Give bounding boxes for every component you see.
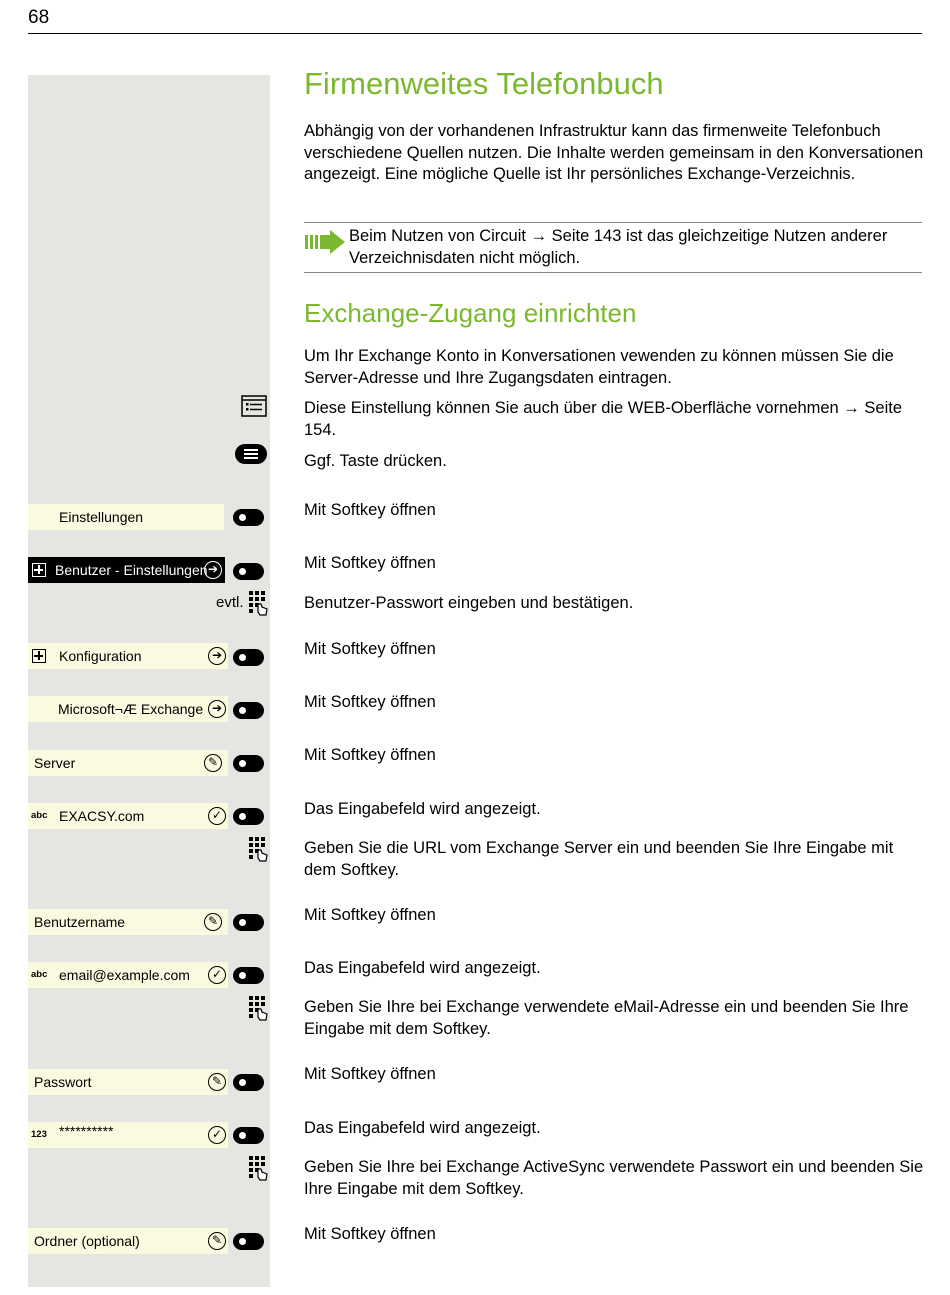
keypad-icon — [248, 590, 268, 616]
step-4: Mit Softkey öffnen — [304, 640, 436, 658]
field-label: Ordner (optional) — [34, 1233, 140, 1249]
input-mode-label: 123 — [31, 1129, 47, 1140]
intro-paragraph: Abhängig von der vorhandenen Infrastruktur kann das firmenweite Telefonbuch verschiedene Quellen nutzen. Die Inhalte werden gemeinsam in den Konversationen angezeigt. Eine mögliche Quelle ist Ihr persönliches Exchange-Verzeichnis. — [304, 122, 924, 183]
field-value: EXACSY.com — [59, 808, 145, 824]
keypad-icon — [248, 836, 268, 862]
web-note: Diese Einstellung können Sie auch über die WEB-Oberfläche vornehmen → Seite 154. — [304, 399, 902, 439]
step-14: Geben Sie Ihre bei Exchange ActiveSync verwendete Passwort ein und beenden Sie Ihre Eingabe mit dem Softkey. — [304, 1158, 924, 1198]
note-text: Beim Nutzen von Circuit → Seite 143 ist das gleichzeitige Nutzen anderer Verzeichnisdaten nicht möglich. — [349, 227, 888, 267]
page-number: 68 — [28, 7, 50, 28]
note-rule-bottom — [304, 272, 922, 273]
step-3: Benutzer-Passwort eingeben und bestätigen. — [304, 594, 634, 612]
arrow-right-icon: ➔ — [204, 561, 222, 579]
arrow-right-icon: ➔ — [208, 647, 226, 665]
check-icon: ✓ — [208, 1126, 226, 1144]
softkey-icon[interactable] — [233, 755, 264, 772]
field-benutzername[interactable] — [28, 909, 228, 935]
keypad-icon — [248, 995, 268, 1021]
step-6: Mit Softkey öffnen — [304, 746, 436, 764]
field-server[interactable] — [28, 750, 228, 776]
softkey-icon[interactable] — [233, 702, 264, 719]
note-rule-top — [304, 222, 922, 223]
optional-label: evtl. — [216, 594, 244, 611]
field-passwort[interactable] — [28, 1069, 228, 1095]
sidebar — [28, 75, 270, 1287]
field-value: ********** — [59, 1123, 114, 1139]
step-10: Das Eingabefeld wird angezeigt. — [304, 959, 541, 977]
step-11: Geben Sie Ihre bei Exchange verwendete eMail-Adresse ein und beenden Sie Ihre Eingabe mit dem Softkey. — [304, 998, 909, 1038]
input-mode-label: abc — [31, 969, 48, 980]
menu-key-icon — [235, 444, 267, 464]
field-user-value[interactable] — [28, 962, 228, 988]
field-password-value[interactable] — [28, 1122, 228, 1148]
field-label: Einstellungen — [59, 509, 144, 525]
field-label: Benutzer - Einstellungen — [55, 562, 208, 578]
web-settings-icon — [241, 395, 267, 417]
key-note: Ggf. Taste drücken. — [304, 452, 447, 470]
step-9: Mit Softkey öffnen — [304, 906, 436, 924]
note-arrow-icon — [304, 229, 346, 255]
field-label: Konfiguration — [59, 648, 142, 664]
pencil-icon: ✎ — [208, 1073, 226, 1091]
softkey-icon[interactable] — [233, 914, 264, 931]
softkey-icon[interactable] — [233, 509, 264, 526]
softkey-icon[interactable] — [233, 1233, 264, 1250]
section-title-telefonbuch: Firmenweites Telefonbuch — [304, 66, 664, 101]
softkey-icon[interactable] — [233, 563, 264, 580]
field-ordner[interactable] — [28, 1228, 228, 1254]
keypad-icon — [248, 1155, 268, 1181]
pencil-icon: ✎ — [204, 913, 222, 931]
field-label: Microsoft¬Æ Exchange — [58, 701, 204, 717]
softkey-icon[interactable] — [233, 649, 264, 666]
step-13: Das Eingabefeld wird angezeigt. — [304, 1119, 541, 1137]
step-8: Geben Sie die URL vom Exchange Server ein und beenden Sie Ihre Eingabe mit dem Softkey. — [304, 839, 894, 879]
field-label: Benutzername — [34, 914, 126, 930]
field-value: email@example.com — [59, 967, 190, 983]
input-mode-label: abc — [31, 810, 48, 821]
field-benutzer-einstellungen[interactable] — [28, 557, 225, 583]
check-icon: ✓ — [208, 966, 226, 984]
check-icon: ✓ — [208, 807, 226, 825]
header-rule — [28, 33, 922, 34]
step-2: Mit Softkey öffnen — [304, 554, 436, 572]
field-microsoft-exchange[interactable] — [28, 696, 228, 722]
arrow-right-icon: ➔ — [208, 700, 226, 718]
field-label: Passwort — [34, 1074, 92, 1090]
field-label: Server — [34, 755, 76, 771]
softkey-icon[interactable] — [233, 967, 264, 984]
field-konfiguration[interactable] — [28, 643, 228, 669]
pencil-icon: ✎ — [204, 754, 222, 772]
exchange-intro: Um Ihr Exchange Konto in Konversationen vewenden zu können müssen Sie die Server-Adresse und Ihre Zugangsdaten eintragen. — [304, 347, 894, 387]
plus-icon — [32, 649, 46, 663]
step-12: Mit Softkey öffnen — [304, 1065, 436, 1083]
step-1: Mit Softkey öffnen — [304, 501, 436, 519]
softkey-icon[interactable] — [233, 1127, 264, 1144]
field-einstellungen[interactable] — [28, 504, 224, 530]
step-5: Mit Softkey öffnen — [304, 693, 436, 711]
softkey-icon[interactable] — [233, 1074, 264, 1091]
pencil-icon: ✎ — [208, 1232, 226, 1250]
plus-icon — [32, 563, 46, 577]
step-15: Mit Softkey öffnen — [304, 1225, 436, 1243]
field-server-value[interactable] — [28, 803, 228, 829]
softkey-icon[interactable] — [233, 808, 264, 825]
section-title-exchange: Exchange-Zugang einrichten — [304, 298, 637, 328]
step-7: Das Eingabefeld wird angezeigt. — [304, 800, 541, 818]
